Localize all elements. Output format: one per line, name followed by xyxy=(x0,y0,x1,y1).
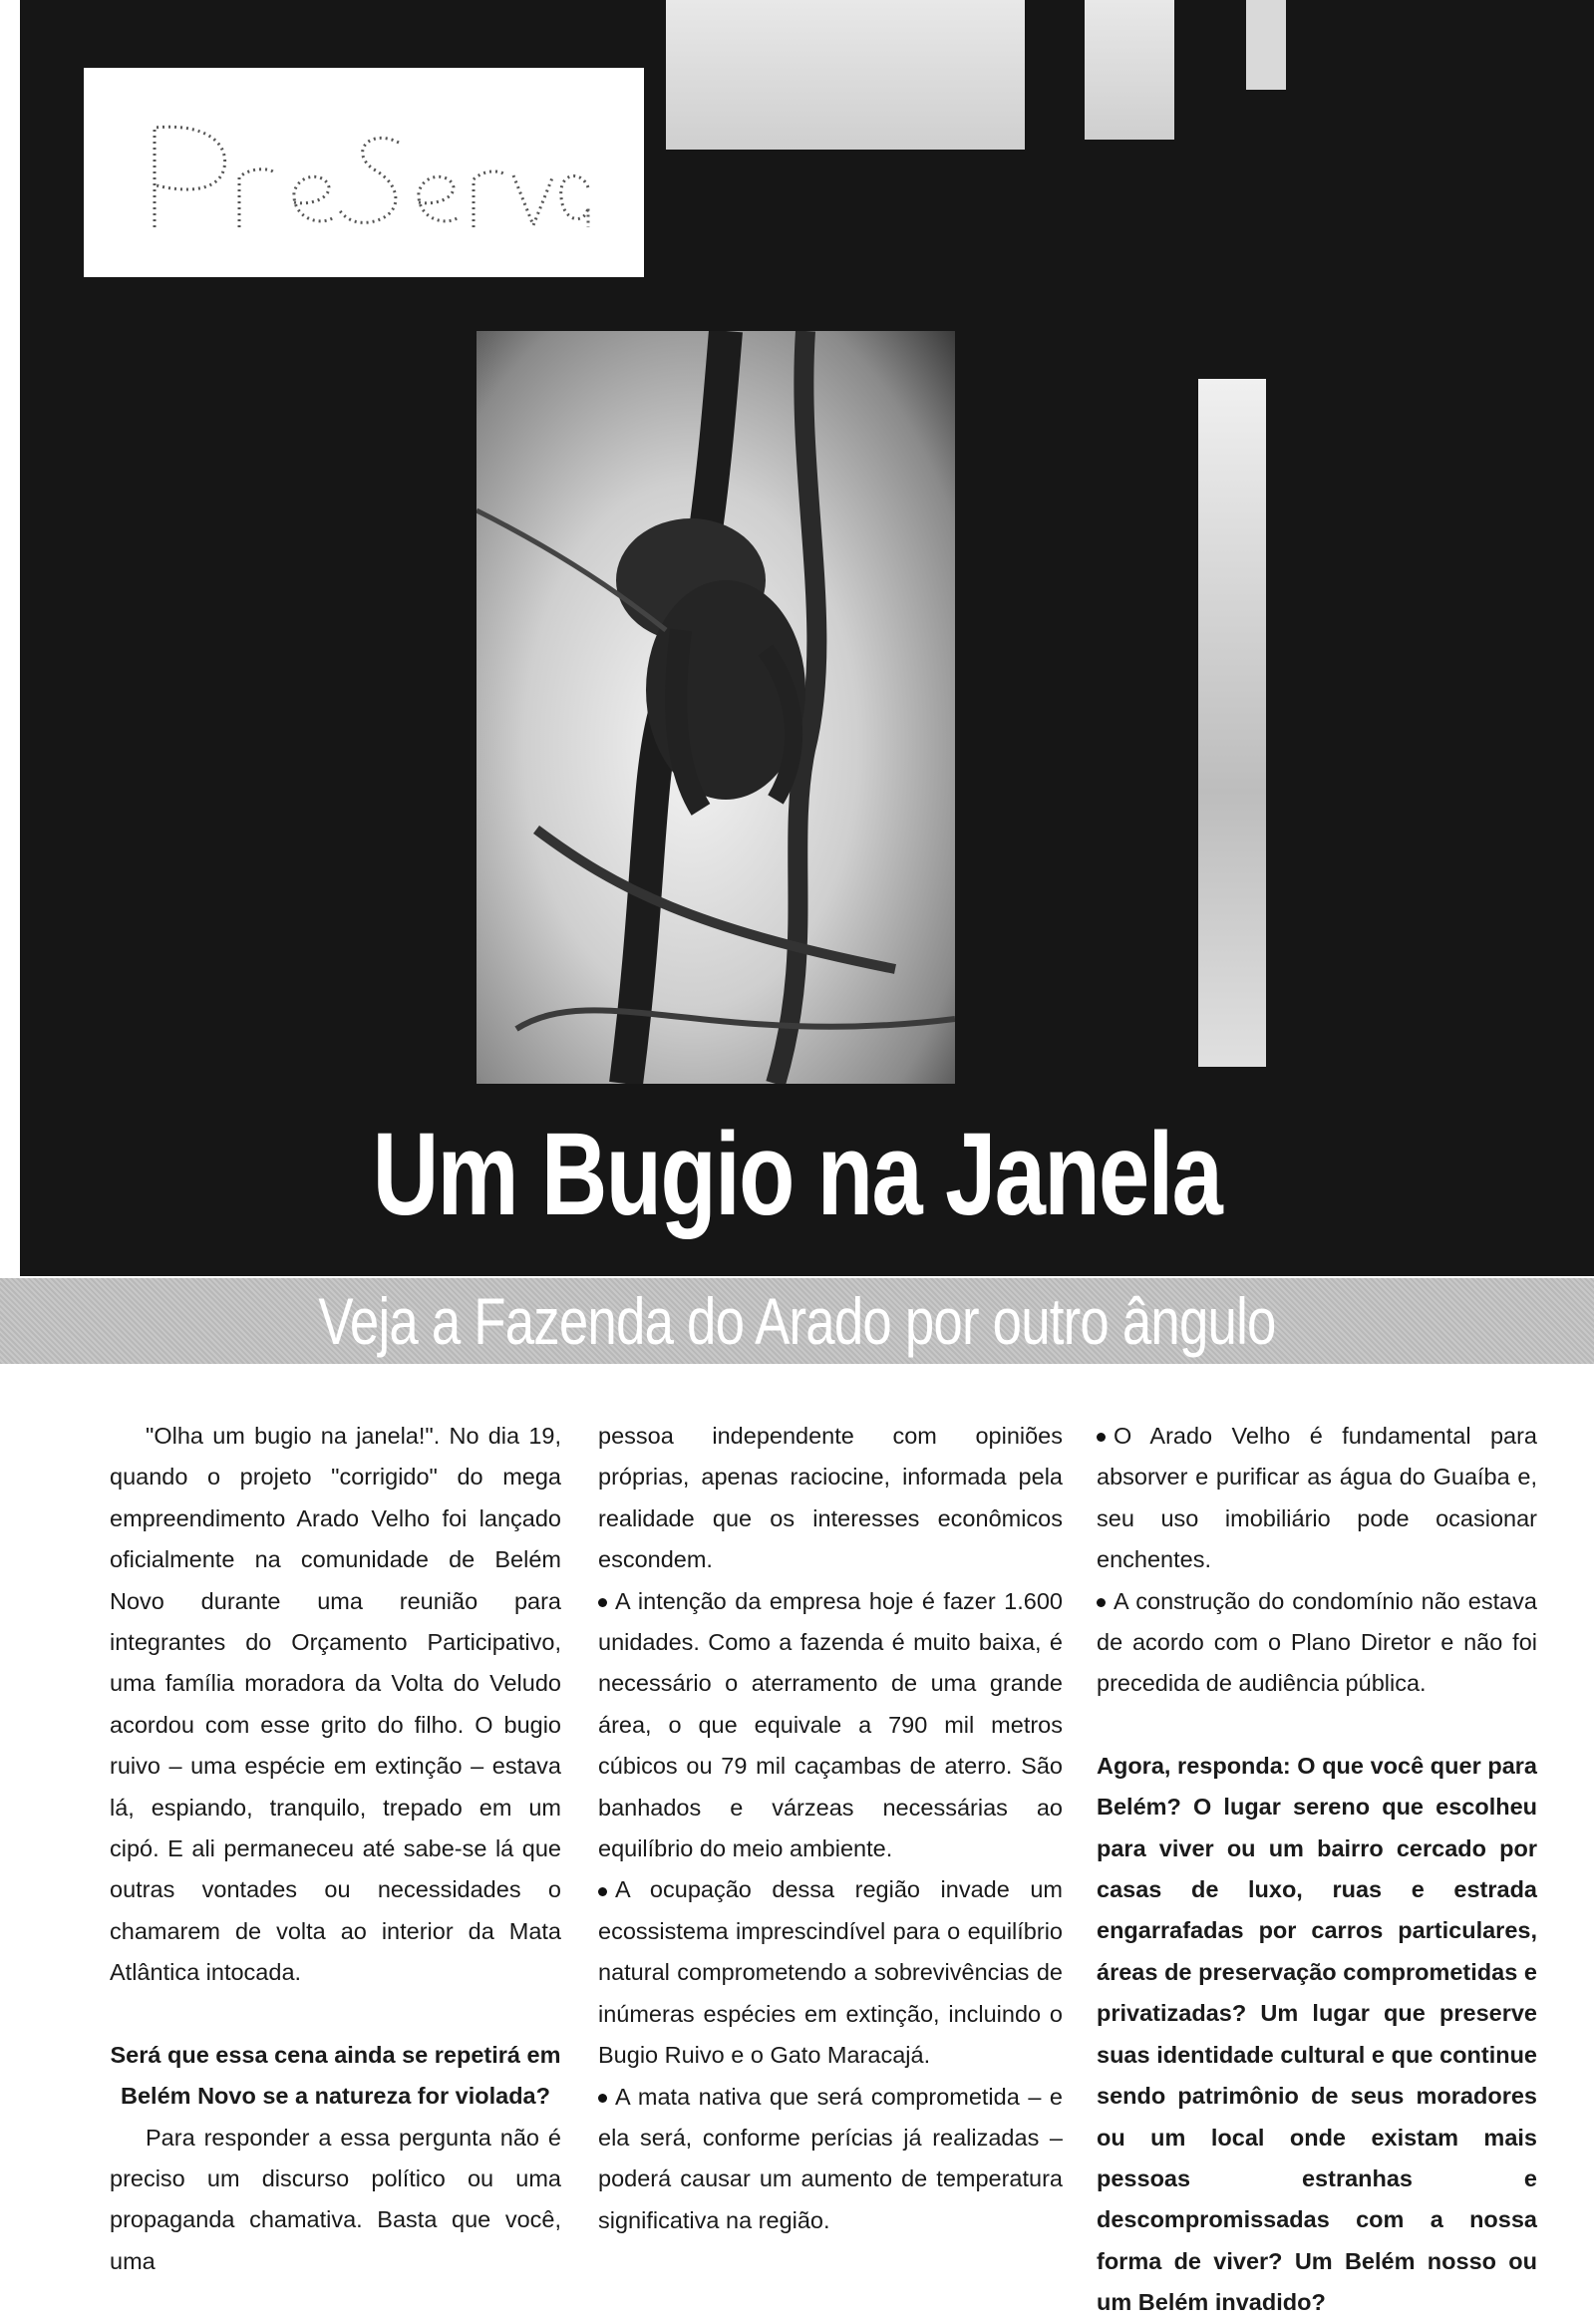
top-gap xyxy=(1246,0,1286,90)
bullet-item xyxy=(598,2077,1063,2242)
continuation-paragraph: pessoa independente com opiniões próprias, apenas raciocine, informada pela realidade que os interesses econômicos escondem. xyxy=(598,1423,1063,1573)
window-with-monkey xyxy=(477,331,955,1084)
intro-paragraph: "Olha um bugio na janela!". No dia 19, quando o projeto "corrigido" do mega empreendimento Arado Velho foi lançado oficialmente na comunidade de Belém Novo durante uma reunião para integrantes do Orçamento Participativo, uma família moradora da Volta do Veludo acordou com esse grito do filho. O bugio ruivo – uma espécie em extinção – estava lá, espiando, tranquilo, trepado em um cipó. E ali permaneceu até sabe-se lá que outras vontades ou necessidades o chamarem de volta ao interior da Mata Atlântica intocada. xyxy=(110,1423,561,1986)
bullet-item xyxy=(598,1869,1063,2076)
bullet-text: A construção do condomínio não estava de acordo com o Plano Diretor e não foi precedida de audiência pública. xyxy=(1097,1587,1537,1697)
answer-paragraph: Para responder a essa pergunta não é preciso um discurso político ou uma propaganda chamativa. Basta que você, uma xyxy=(110,2124,561,2274)
article-column-3 xyxy=(1097,1416,1537,2324)
subtitle: Veja a Fazenda do Arado por outro ângulo xyxy=(318,1284,1276,1358)
bullet-icon xyxy=(598,1887,607,1896)
bullet-text: A intenção da empresa hoje é fazer 1.600 unidades. Como a fazenda é muito baixa, é necessário o aterramento de uma grande área, o que equivale a 790 mil metros cúbicos ou 79 mil caçambas de aterro. São banhados e várzeas necessárias ao equilíbrio do meio ambiente. xyxy=(598,1587,1063,1862)
top-window-opening-right xyxy=(1085,0,1174,140)
bullet-text: O Arado Velho é fundamental para absorver e purificar as água do Guaíba e, seu uso imobiliário pode ocasionar enchentes. xyxy=(1097,1423,1537,1573)
headline: Um Bugio na Janela xyxy=(372,1109,1222,1240)
article-column-2 xyxy=(598,1416,1063,2241)
side-window-opening xyxy=(1198,379,1266,1067)
top-window-opening xyxy=(666,0,1025,150)
bullet-icon xyxy=(1097,1433,1106,1442)
question-heading: Será que essa cena ainda se repetirá em Belém Novo se a natureza for violada? xyxy=(110,2041,561,2110)
bullet-icon xyxy=(598,1598,607,1607)
bullet-item xyxy=(598,1581,1063,1870)
preserva-logo-icon xyxy=(135,98,593,247)
bullet-text: A ocupação dessa região invade um ecossistema imprescindível para o equilíbrio natural comprometendo a sobrevivências de inúmeras espécies em extinção, incluindo o Bugio Ruivo e o Gato Maracajá. xyxy=(598,1876,1063,2069)
article-column-1 xyxy=(110,1416,561,2282)
bullet-icon xyxy=(1097,1598,1106,1607)
bullet-item xyxy=(1097,1581,1537,1705)
bullet-item xyxy=(1097,1416,1537,1581)
preserva-logo xyxy=(84,68,644,277)
closing-question: Agora, responda: O que você quer para Belém? O lugar sereno que escolheu para viver ou um bairro cercado por casas de luxo, ruas e estrada engarrafadas por carros particulares, áreas de preservação comprometidas e privatizadas? Um lugar que preserve suas identidade cultural e que continue sendo patrimônio de seus moradores ou um local onde existam mais pessoas estranhas e descompromissadas com a nossa forma de viver? Um Belém nosso ou um Belém invadido? xyxy=(1097,1752,1537,2316)
bullet-icon xyxy=(598,2094,607,2103)
monkey-silhouette xyxy=(477,331,955,1084)
bullet-text: A mata nativa que será comprometida – e ela será, conforme perícias já realizadas – poderá causar um aumento de temperatura significativa na região. xyxy=(598,2083,1063,2233)
